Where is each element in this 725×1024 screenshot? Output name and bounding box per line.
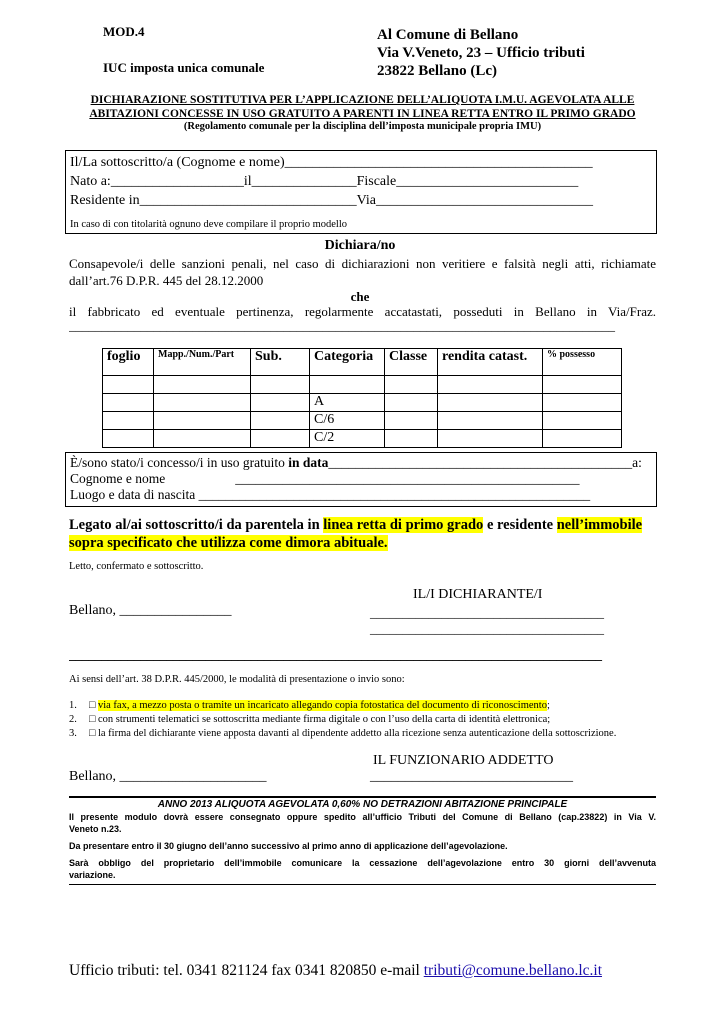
official-place-date-field[interactable]: Bellano, _____________________	[69, 769, 267, 784]
table-cell[interactable]	[543, 412, 622, 430]
declarant-signature-line[interactable]: ____________________________________	[370, 605, 604, 620]
checkbox[interactable]: □	[89, 714, 96, 725]
header-foglio: foglio	[103, 349, 154, 376]
table-cell[interactable]	[310, 376, 385, 394]
table-cell[interactable]	[103, 430, 154, 448]
table-cell[interactable]	[154, 430, 251, 448]
footer-text: Ufficio tributi: tel. 0341 821124 fax 0341 820850 e-mail	[69, 962, 424, 979]
table-cell[interactable]	[385, 376, 438, 394]
table-cell[interactable]	[154, 412, 251, 430]
kinship-highlight: sopra specificato che utilizza come dimora abituale.	[69, 535, 388, 551]
notice-body	[69, 811, 656, 881]
cadastral-table	[102, 348, 622, 448]
notice-text: Da presentare entro il 30 giugno dell’anno successivo al primo anno di applicazione dell’agevolazione.	[69, 841, 508, 851]
address-line: Al Comune di Bellano	[377, 27, 519, 43]
table-cell[interactable]: C/2	[310, 430, 385, 448]
notice-text: Sarà obbligo del proprietario dell’immobile comunicare la cessazione dell’agevolazione entro 30 giorni dell’avvenuta	[69, 858, 656, 868]
official-label: IL FUNZIONARIO ADDETTO	[373, 753, 554, 768]
item-number: 1.	[69, 700, 77, 711]
concession-fields	[70, 455, 642, 503]
name-line[interactable]: ___________________________________________________	[235, 471, 580, 486]
document-subtitle: (Regolamento comunale per la disciplina dell’imposta municipale propria IMU)	[183, 121, 542, 132]
table-cell[interactable]	[543, 394, 622, 412]
title-line: ABITAZIONI CONCESSE IN USO GRATUITO A PARENTI IN LINEA RETTA ENTRO IL PRIMO GRADO	[89, 108, 636, 120]
address-line: 23822 Bellano (Lc)	[377, 63, 497, 79]
item-number: 3.	[69, 728, 77, 739]
official-signature-line[interactable]: _____________________________	[370, 769, 573, 784]
table-cell[interactable]	[251, 412, 310, 430]
modalities-intro: Ai sensi dell’art. 38 D.P.R. 445/2000, le modalità di presentazione o invio sono:	[69, 674, 405, 685]
notice-top-rule	[69, 796, 656, 798]
table-cell[interactable]	[103, 376, 154, 394]
modality-text: con strumenti telematici se sottoscritta mediante firma digitale o con l’uso della carta di identità elettronica;	[97, 714, 551, 725]
table-cell[interactable]	[251, 430, 310, 448]
table-cell[interactable]	[438, 376, 543, 394]
modality-item	[69, 713, 616, 727]
header-mapp: Mapp./Num./Part	[154, 349, 251, 376]
modalities-list	[69, 699, 616, 741]
modality-item	[69, 727, 616, 741]
document-title	[70, 93, 655, 121]
form-code: MOD.4	[103, 24, 145, 39]
table-cell[interactable]	[543, 430, 622, 448]
table-row	[103, 430, 622, 448]
modality-text: via fax, a mezzo posta o tramite un incaricato allegando copia fotostatica del documento di riconoscimento	[97, 700, 547, 711]
email-link[interactable]: tributi@comune.bellano.lc.it	[423, 962, 603, 979]
header-possesso: % possesso	[543, 349, 622, 376]
birth-place-field[interactable]: Luogo e data di nascita __________________________________________________________	[70, 487, 591, 502]
address-line: Via V.Veneto, 23 – Ufficio tributi	[377, 45, 585, 61]
table-row	[103, 394, 622, 412]
checkbox[interactable]: □	[89, 700, 96, 711]
modality-text: la firma del dichiarante viene apposta davanti al dipendente addetto alla ricezione senza autenticazione della sottoscrizione.	[97, 728, 617, 739]
table-cell[interactable]: C/6	[310, 412, 385, 430]
table-cell[interactable]	[543, 376, 622, 394]
notice-bottom-rule	[69, 884, 656, 885]
header-rendita: rendita catast.	[438, 349, 543, 376]
table-row	[103, 412, 622, 430]
notice-heading: ANNO 2013 ALIQUOTA AGEVOLATA 0,60% NO DETRAZIONI ABITAZIONE PRINCIPALE	[157, 799, 568, 810]
residence-field[interactable]: Residente in_______________________________Via_______________________________	[70, 193, 593, 208]
section-divider: __________________________________________________________________________________	[69, 647, 602, 662]
table-cell[interactable]	[103, 412, 154, 430]
che-heading: che	[350, 289, 370, 304]
property-paragraph: il fabbricato ed eventuale pertinenza, regolarmente accatastati, posseduti in Bellano in Via/Fraz.	[69, 304, 656, 319]
table-cell[interactable]	[103, 394, 154, 412]
table-cell[interactable]	[438, 412, 543, 430]
table-cell[interactable]	[438, 430, 543, 448]
table-header-row	[103, 349, 622, 376]
notice-text: Il presente modulo dovrà essere consegnato oppure spedito all’ufficio Tributi del Comune di Bellano (cap.23822) in Via V.	[69, 812, 656, 822]
modality-text: ;	[546, 700, 550, 711]
footer-contact	[69, 962, 602, 980]
concession-label: È/sono stato/i concesso/i in uso gratuito	[70, 455, 289, 470]
name-label: Cognome e nome	[70, 471, 166, 486]
declares-paragraph-cont: dall’art.76 D.P.R. 445 del 28.12.2000	[69, 273, 264, 288]
table-cell[interactable]	[154, 376, 251, 394]
declares-paragraph: Consapevole/i delle sanzioni penali, nel caso di dichiarazioni non veritiere e falsità negli atti, richiamate	[69, 256, 656, 271]
address-line-field[interactable]: ____________________________________________________________________________________	[69, 318, 615, 333]
declares-heading: Dichiara/no	[324, 238, 396, 253]
table-cell[interactable]	[385, 430, 438, 448]
concession-date-field[interactable]	[70, 455, 642, 471]
kinship-text: e residente	[483, 517, 557, 533]
declarant-signature-line[interactable]: ____________________________________	[370, 621, 604, 636]
table-cell[interactable]	[438, 394, 543, 412]
header-sub: Sub.	[251, 349, 310, 376]
modality-item	[69, 699, 616, 713]
birth-field[interactable]: Nato a:___________________il_______________Fiscale__________________________	[70, 174, 579, 189]
signer-fields	[70, 153, 593, 210]
confirm-text: Letto, confermato e sottoscritto.	[69, 561, 204, 572]
recipient-address	[377, 26, 585, 80]
table-cell[interactable]	[251, 394, 310, 412]
kinship-text: Legato al/ai sottoscritto/i da parentela in	[69, 517, 324, 533]
notice-text: variazione.	[69, 870, 116, 880]
notice-text: Veneto n.23.	[69, 824, 122, 834]
recipient-name-field[interactable]	[70, 471, 642, 487]
kinship-statement	[69, 516, 659, 552]
name-field[interactable]: Il/La sottoscritto/a (Cognome e nome)____________________________________________	[70, 155, 593, 170]
table-cell[interactable]	[385, 412, 438, 430]
table-cell[interactable]	[385, 394, 438, 412]
in-data-label: in data	[288, 455, 329, 470]
table-cell[interactable]	[154, 394, 251, 412]
title-line: DICHIARAZIONE SOSTITUTIVA PER L’APPLICAZIONE DELL’ALIQUOTA I.M.U. AGEVOLATA ALLE	[90, 94, 635, 106]
header-classe: Classe	[385, 349, 438, 376]
checkbox[interactable]: □	[89, 728, 96, 739]
kinship-highlight: nell’immobile	[556, 517, 643, 533]
concession-date-line[interactable]: _____________________________________________a:	[328, 455, 642, 470]
table-row	[103, 376, 622, 394]
place-date-field[interactable]: Bellano, ________________	[69, 603, 232, 618]
header-categoria: Categoria	[310, 349, 385, 376]
item-number: 2.	[69, 714, 77, 725]
table-cell[interactable]	[251, 376, 310, 394]
kinship-highlight: linea retta di primo grado	[323, 517, 484, 533]
table-cell[interactable]: A	[310, 394, 385, 412]
declarant-label: IL/I DICHIARANTE/I	[413, 587, 543, 602]
tax-name: IUC imposta unica comunale	[103, 60, 265, 75]
signer-note: In caso di con titolarità ognuno deve compilare il proprio modello	[70, 219, 348, 230]
